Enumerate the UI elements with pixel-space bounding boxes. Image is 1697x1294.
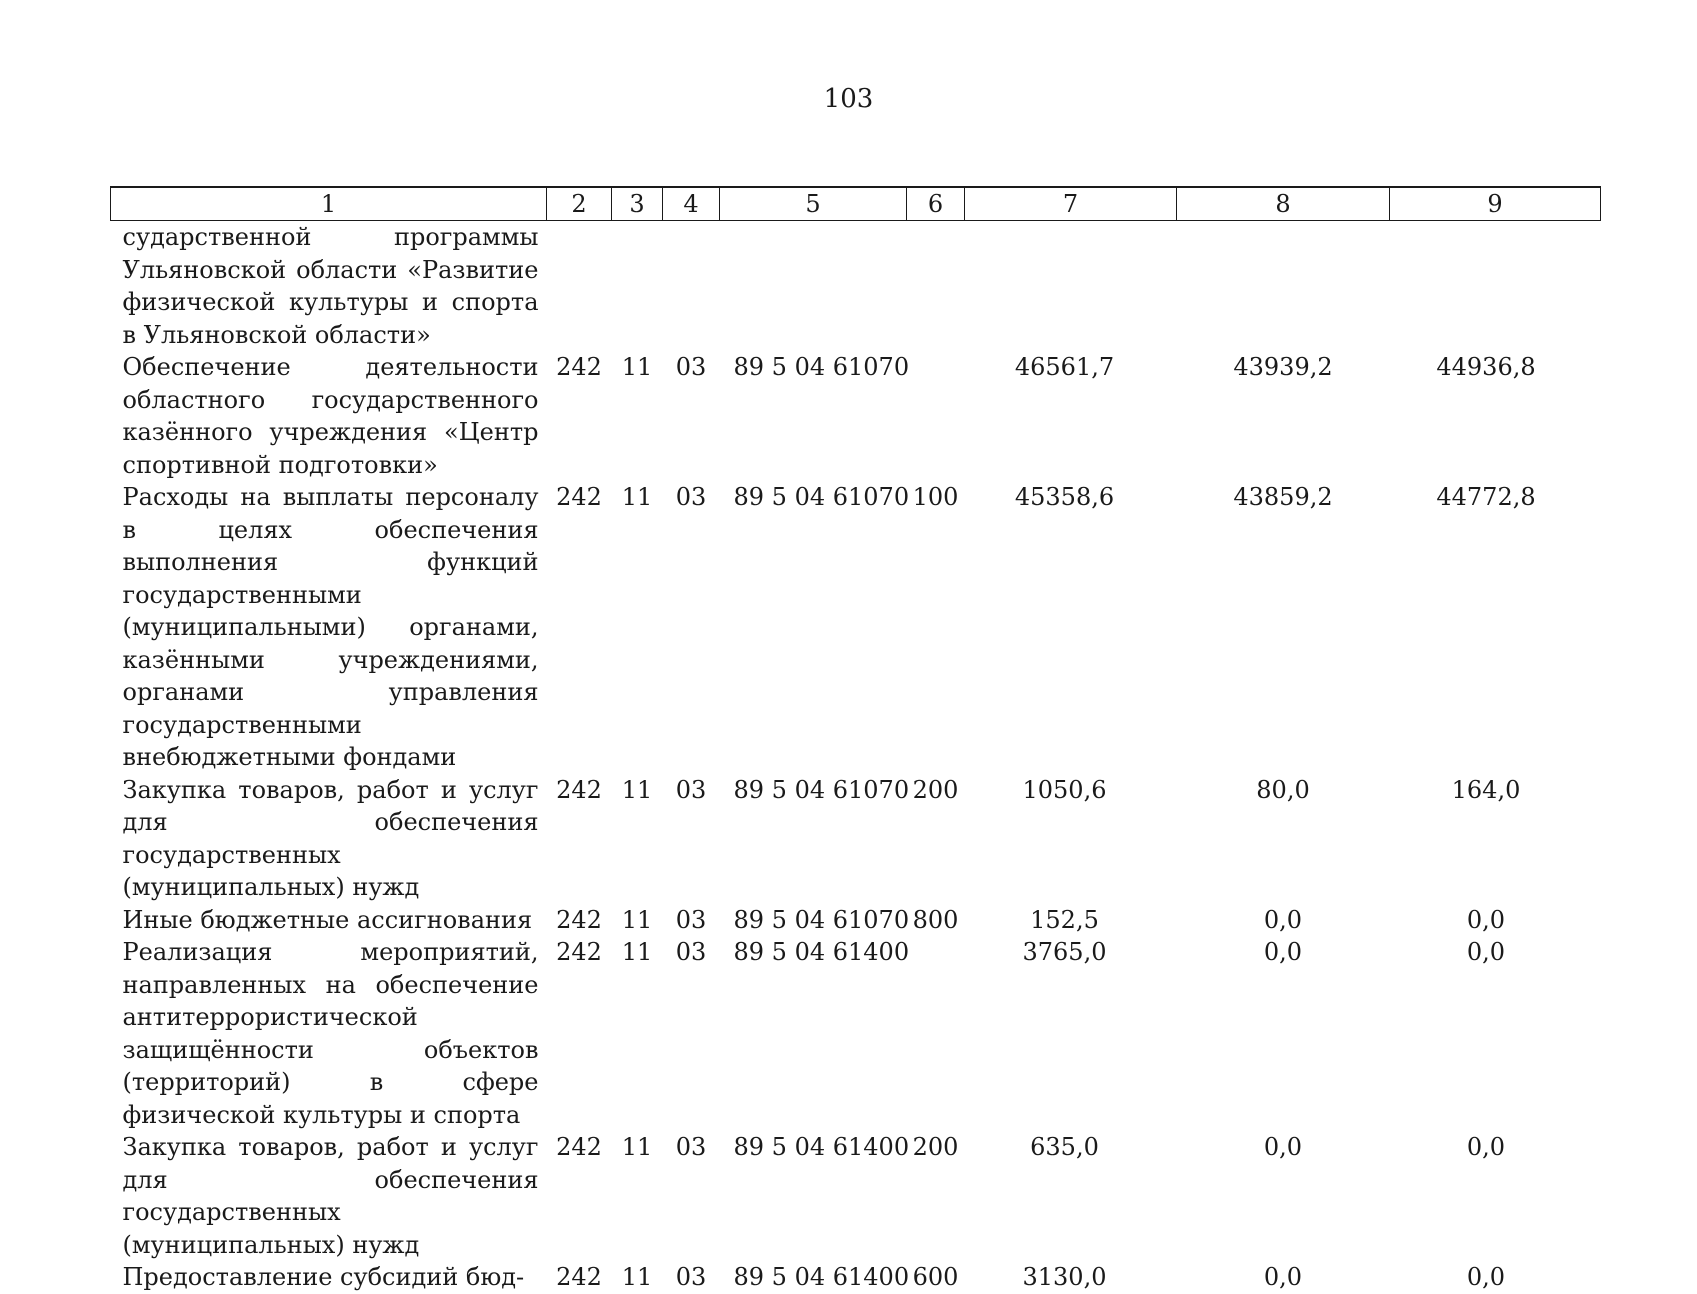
table-row: [111, 936, 1601, 1131]
row-y2: 43939,2: [1233, 353, 1333, 381]
header-col-2: 2: [547, 187, 612, 221]
table-row: [111, 481, 1601, 774]
row-y3: [1390, 221, 1601, 352]
header-col-7: 7: [965, 187, 1177, 221]
row-y1: 46561,7: [1014, 353, 1115, 381]
row-vr: 100: [912, 483, 959, 511]
row-grbs: 242: [556, 938, 602, 966]
row-rz: 11: [621, 905, 653, 934]
header-col-3: 3: [612, 187, 663, 221]
row-grbs: 242: [556, 1263, 602, 1291]
row-vr: [907, 351, 965, 481]
row-rz: 11: [621, 353, 653, 381]
budget-table: [110, 186, 1601, 1294]
table-body: [111, 221, 1601, 1294]
row-grbs: 242: [556, 483, 602, 511]
row-pr: 03: [675, 1133, 707, 1161]
row-vr: [907, 221, 965, 352]
row-vr: [907, 936, 965, 1131]
row-csr: 89 5 04 61400: [733, 1263, 910, 1291]
row-csr: 89 5 04 61400: [733, 1133, 910, 1161]
row-pr: 03: [675, 483, 707, 511]
row-y2: 0,0: [1263, 1263, 1303, 1291]
row-vr: 200: [912, 775, 959, 804]
row-csr: 89 5 04 61070: [733, 775, 910, 804]
row-y1: 635,0: [1030, 1133, 1099, 1161]
table-row: [111, 1131, 1601, 1261]
row-rz: [612, 221, 663, 352]
row-pr: 03: [675, 775, 707, 804]
row-y1: [965, 221, 1177, 352]
row-rz: 11: [621, 775, 653, 804]
table-row: [111, 1261, 1601, 1294]
header-col-1: 1: [111, 187, 547, 221]
row-y2: 80,0: [1256, 775, 1310, 804]
page-number: 103: [823, 84, 874, 114]
row-y3: 44772,8: [1436, 483, 1536, 511]
row-vr: 200: [912, 1133, 959, 1161]
row-y2: 43859,2: [1233, 483, 1333, 511]
table-row: [111, 351, 1601, 481]
row-csr: 89 5 04 61400: [733, 938, 910, 966]
header-col-6: 6: [907, 187, 965, 221]
row-vr: 600: [912, 1263, 959, 1291]
row-y2: [1177, 221, 1390, 352]
row-y2: 0,0: [1263, 1133, 1303, 1161]
row-csr: 89 5 04 61070: [733, 483, 910, 511]
row-rz: 11: [621, 483, 653, 511]
row-grbs: [547, 221, 612, 352]
row-pr: 03: [675, 938, 707, 966]
row-grbs: 242: [556, 353, 602, 381]
table-header: [111, 187, 1601, 221]
row-name: Закупка товаров, работ и услуг для обеспечения государственных (муниципальных) нужд: [122, 775, 539, 901]
row-name: Расходы на выплаты персоналу в целях обеспечения выполнения функций государственными (муниципальными) органами, казёнными учреждениями, органами управления государственными внебюджетными фондами: [122, 483, 539, 771]
row-y3: 164,0: [1451, 775, 1521, 804]
row-grbs: 242: [556, 905, 602, 934]
row-name: Закупка товаров, работ и услуг для обеспечения государственных (муниципальных) нужд: [122, 1133, 539, 1259]
row-pr: [663, 221, 720, 352]
table-row: [111, 774, 1601, 904]
row-name: Иные бюджетные ассигнования: [122, 905, 533, 934]
row-y1: 152,5: [1030, 905, 1099, 934]
row-csr: 89 5 04 61070: [733, 905, 910, 934]
row-y1: 1050,6: [1022, 775, 1107, 804]
row-name: Реализация мероприятий, направленных на обеспечение антитеррористической защищённости объектов (территорий) в сфере физической культуры и спорта: [122, 938, 539, 1129]
header-col-9: 9: [1390, 187, 1601, 221]
row-y3: 0,0: [1466, 938, 1506, 966]
row-pr: 03: [675, 353, 707, 381]
header-col-4: 4: [663, 187, 720, 221]
row-y1: 3765,0: [1022, 938, 1107, 966]
row-name: Обеспечение деятельности областного государственного казённого учреждения «Центр спортивной подготовки»: [122, 353, 539, 479]
row-y3: 44936,8: [1436, 353, 1536, 381]
row-name: сударственной программы Ульяновской области «Развитие физической культуры и спорта в Ульяновской области»: [122, 223, 539, 349]
row-grbs: 242: [556, 1133, 602, 1161]
row-y1: 45358,6: [1014, 483, 1115, 511]
row-name: Предоставление субсидий бюд-: [122, 1263, 525, 1291]
table-row: [111, 221, 1601, 352]
row-y3: 0,0: [1466, 905, 1506, 934]
row-pr: 03: [675, 905, 707, 934]
table-row: [111, 904, 1601, 937]
row-y3: 0,0: [1466, 1133, 1506, 1161]
row-y3: 0,0: [1466, 1263, 1506, 1291]
header-col-8: 8: [1177, 187, 1390, 221]
row-rz: 11: [621, 1133, 653, 1161]
row-grbs: 242: [556, 775, 602, 804]
row-y2: 0,0: [1263, 938, 1303, 966]
row-pr: 03: [675, 1263, 707, 1291]
header-row: [111, 187, 1601, 221]
row-csr: [720, 221, 907, 352]
row-csr: 89 5 04 61070: [733, 353, 910, 381]
row-rz: 11: [621, 1263, 653, 1291]
header-col-5: 5: [720, 187, 907, 221]
row-vr: 800: [912, 905, 959, 934]
row-rz: 11: [621, 938, 653, 966]
row-y1: 3130,0: [1022, 1263, 1107, 1291]
row-y2: 0,0: [1263, 905, 1303, 934]
